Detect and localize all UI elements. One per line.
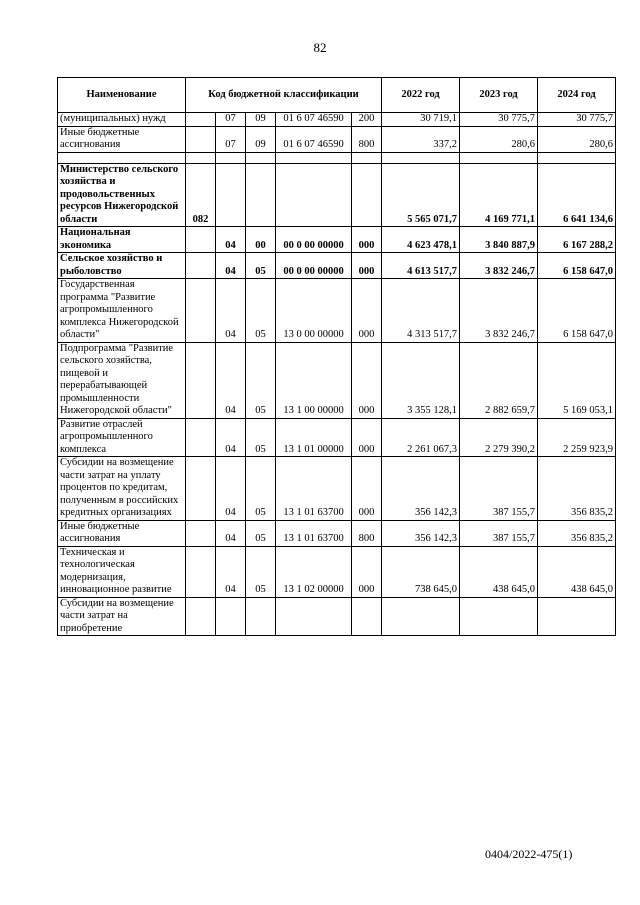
budget-table xyxy=(57,77,616,636)
row-name: Министерство сельского хозяйства и продовольственных ресурсов Нижегородской области xyxy=(58,163,186,227)
row-expense-type-code: 000 xyxy=(352,546,382,597)
row-grbs-code xyxy=(186,342,216,418)
row-value-2023: 30 775,7 xyxy=(460,113,538,127)
row-section-code: 07 xyxy=(216,126,246,152)
row-value-2024 xyxy=(538,597,616,636)
row-name: Развитие отраслей агропромышленного комплекса xyxy=(58,418,186,457)
header-code: Код бюджетной классификации xyxy=(186,78,382,113)
row-name: Сельское хозяйство и рыболовство xyxy=(58,253,186,279)
row-value-2024 xyxy=(538,152,616,163)
spacer-row xyxy=(58,152,616,163)
row-value-2024: 30 775,7 xyxy=(538,113,616,127)
table-row xyxy=(58,418,616,457)
row-name: (муниципальных) нужд xyxy=(58,113,186,127)
row-value-2022: 2 261 067,3 xyxy=(382,418,460,457)
row-section-code: 04 xyxy=(216,457,246,521)
row-value-2022 xyxy=(382,152,460,163)
row-section-code xyxy=(216,152,246,163)
row-name: Национальная экономика xyxy=(58,227,186,253)
row-name: Государственная программа "Развитие агропромышленного комплекса Нижегородской области" xyxy=(58,279,186,343)
row-grbs-code xyxy=(186,113,216,127)
header-2022: 2022 год xyxy=(382,78,460,113)
row-value-2024: 356 835,2 xyxy=(538,520,616,546)
table-row xyxy=(58,279,616,343)
row-section-code: 07 xyxy=(216,113,246,127)
table-row xyxy=(58,113,616,127)
row-name xyxy=(58,152,186,163)
row-subsection-code: 05 xyxy=(246,253,276,279)
row-target-article-code: 01 6 07 46590 xyxy=(276,113,352,127)
row-grbs-code xyxy=(186,152,216,163)
table-row xyxy=(58,457,616,521)
table-row xyxy=(58,342,616,418)
row-target-article-code xyxy=(276,163,352,227)
row-expense-type-code: 000 xyxy=(352,418,382,457)
row-grbs-code xyxy=(186,597,216,636)
row-target-article-code xyxy=(276,152,352,163)
row-target-article-code: 00 0 00 00000 xyxy=(276,227,352,253)
row-section-code xyxy=(216,163,246,227)
row-target-article-code: 00 0 00 00000 xyxy=(276,253,352,279)
row-subsection-code: 00 xyxy=(246,227,276,253)
document-id: 0404/2022-475(1) xyxy=(485,847,573,861)
row-expense-type-code: 000 xyxy=(352,227,382,253)
row-value-2022 xyxy=(382,597,460,636)
row-section-code xyxy=(216,597,246,636)
row-value-2024: 6 641 134,6 xyxy=(538,163,616,227)
row-value-2023 xyxy=(460,152,538,163)
row-value-2023 xyxy=(460,597,538,636)
row-value-2022: 356 142,3 xyxy=(382,457,460,521)
row-name: Подпрограмма "Развитие сельского хозяйства, пищевой и перерабатывающей промышленности Нижегородской области" xyxy=(58,342,186,418)
row-value-2024: 6 158 647,0 xyxy=(538,253,616,279)
row-value-2023: 387 155,7 xyxy=(460,457,538,521)
table-row xyxy=(58,227,616,253)
row-grbs-code xyxy=(186,546,216,597)
row-value-2023: 3 832 246,7 xyxy=(460,253,538,279)
row-value-2024: 6 167 288,2 xyxy=(538,227,616,253)
row-name: Техническая и технологическая модернизация, инновационное развитие xyxy=(58,546,186,597)
row-value-2023: 3 832 246,7 xyxy=(460,279,538,343)
row-name: Иные бюджетные ассигнования xyxy=(58,520,186,546)
row-subsection-code xyxy=(246,152,276,163)
row-grbs-code xyxy=(186,279,216,343)
row-grbs-code xyxy=(186,227,216,253)
row-grbs-code: 082 xyxy=(186,163,216,227)
row-target-article-code: 13 0 00 00000 xyxy=(276,279,352,343)
row-subsection-code: 05 xyxy=(246,546,276,597)
row-subsection-code: 05 xyxy=(246,342,276,418)
row-value-2022: 337,2 xyxy=(382,126,460,152)
row-value-2024: 6 158 647,0 xyxy=(538,279,616,343)
row-subsection-code: 09 xyxy=(246,113,276,127)
row-value-2022: 356 142,3 xyxy=(382,520,460,546)
row-section-code: 04 xyxy=(216,520,246,546)
row-value-2024: 280,6 xyxy=(538,126,616,152)
row-expense-type-code: 800 xyxy=(352,126,382,152)
table-row xyxy=(58,126,616,152)
row-grbs-code xyxy=(186,126,216,152)
table-row xyxy=(58,163,616,227)
row-target-article-code: 13 1 01 63700 xyxy=(276,520,352,546)
row-target-article-code: 01 6 07 46590 xyxy=(276,126,352,152)
row-name: Субсидии на возмещение части затрат на приобретение xyxy=(58,597,186,636)
header-name: Наименование xyxy=(58,78,186,113)
row-value-2023: 4 169 771,1 xyxy=(460,163,538,227)
row-expense-type-code: 000 xyxy=(352,279,382,343)
row-value-2022: 738 645,0 xyxy=(382,546,460,597)
row-target-article-code: 13 1 02 00000 xyxy=(276,546,352,597)
row-expense-type-code xyxy=(352,597,382,636)
row-value-2022: 4 313 517,7 xyxy=(382,279,460,343)
row-value-2024: 2 259 923,9 xyxy=(538,418,616,457)
table-header-row xyxy=(58,78,616,113)
row-value-2023: 2 882 659,7 xyxy=(460,342,538,418)
row-section-code: 04 xyxy=(216,253,246,279)
row-expense-type-code: 000 xyxy=(352,253,382,279)
row-value-2023: 2 279 390,2 xyxy=(460,418,538,457)
row-subsection-code: 05 xyxy=(246,418,276,457)
row-target-article-code: 13 1 01 00000 xyxy=(276,418,352,457)
row-value-2022: 4 623 478,1 xyxy=(382,227,460,253)
row-value-2024: 5 169 053,1 xyxy=(538,342,616,418)
row-name: Иные бюджетные ассигнования xyxy=(58,126,186,152)
row-section-code: 04 xyxy=(216,227,246,253)
row-target-article-code: 13 1 01 63700 xyxy=(276,457,352,521)
row-grbs-code xyxy=(186,457,216,521)
row-value-2022: 4 613 517,7 xyxy=(382,253,460,279)
header-2024: 2024 год xyxy=(538,78,616,113)
row-expense-type-code: 000 xyxy=(352,457,382,521)
row-expense-type-code: 200 xyxy=(352,113,382,127)
row-subsection-code: 05 xyxy=(246,279,276,343)
row-target-article-code: 13 1 00 00000 xyxy=(276,342,352,418)
row-target-article-code xyxy=(276,597,352,636)
row-subsection-code: 05 xyxy=(246,520,276,546)
row-grbs-code xyxy=(186,418,216,457)
page-number: 82 xyxy=(313,40,327,55)
row-value-2023: 387 155,7 xyxy=(460,520,538,546)
row-value-2023: 280,6 xyxy=(460,126,538,152)
row-value-2022: 3 355 128,1 xyxy=(382,342,460,418)
row-subsection-code xyxy=(246,597,276,636)
row-value-2023: 3 840 887,9 xyxy=(460,227,538,253)
row-value-2023: 438 645,0 xyxy=(460,546,538,597)
row-subsection-code xyxy=(246,163,276,227)
row-value-2024: 438 645,0 xyxy=(538,546,616,597)
row-value-2022: 5 565 071,7 xyxy=(382,163,460,227)
row-expense-type-code: 000 xyxy=(352,342,382,418)
row-value-2022: 30 719,1 xyxy=(382,113,460,127)
row-expense-type-code xyxy=(352,152,382,163)
row-section-code: 04 xyxy=(216,279,246,343)
row-subsection-code: 09 xyxy=(246,126,276,152)
row-section-code: 04 xyxy=(216,342,246,418)
row-subsection-code: 05 xyxy=(246,457,276,521)
table-row xyxy=(58,253,616,279)
row-expense-type-code: 800 xyxy=(352,520,382,546)
row-grbs-code xyxy=(186,520,216,546)
header-2023: 2023 год xyxy=(460,78,538,113)
row-grbs-code xyxy=(186,253,216,279)
row-section-code: 04 xyxy=(216,546,246,597)
row-section-code: 04 xyxy=(216,418,246,457)
table-row xyxy=(58,520,616,546)
table-row xyxy=(58,546,616,597)
row-value-2024: 356 835,2 xyxy=(538,457,616,521)
row-name: Субсидии на возмещение части затрат на уплату процентов по кредитам, полученным в российских кредитных организациях xyxy=(58,457,186,521)
row-expense-type-code xyxy=(352,163,382,227)
table-row xyxy=(58,597,616,636)
